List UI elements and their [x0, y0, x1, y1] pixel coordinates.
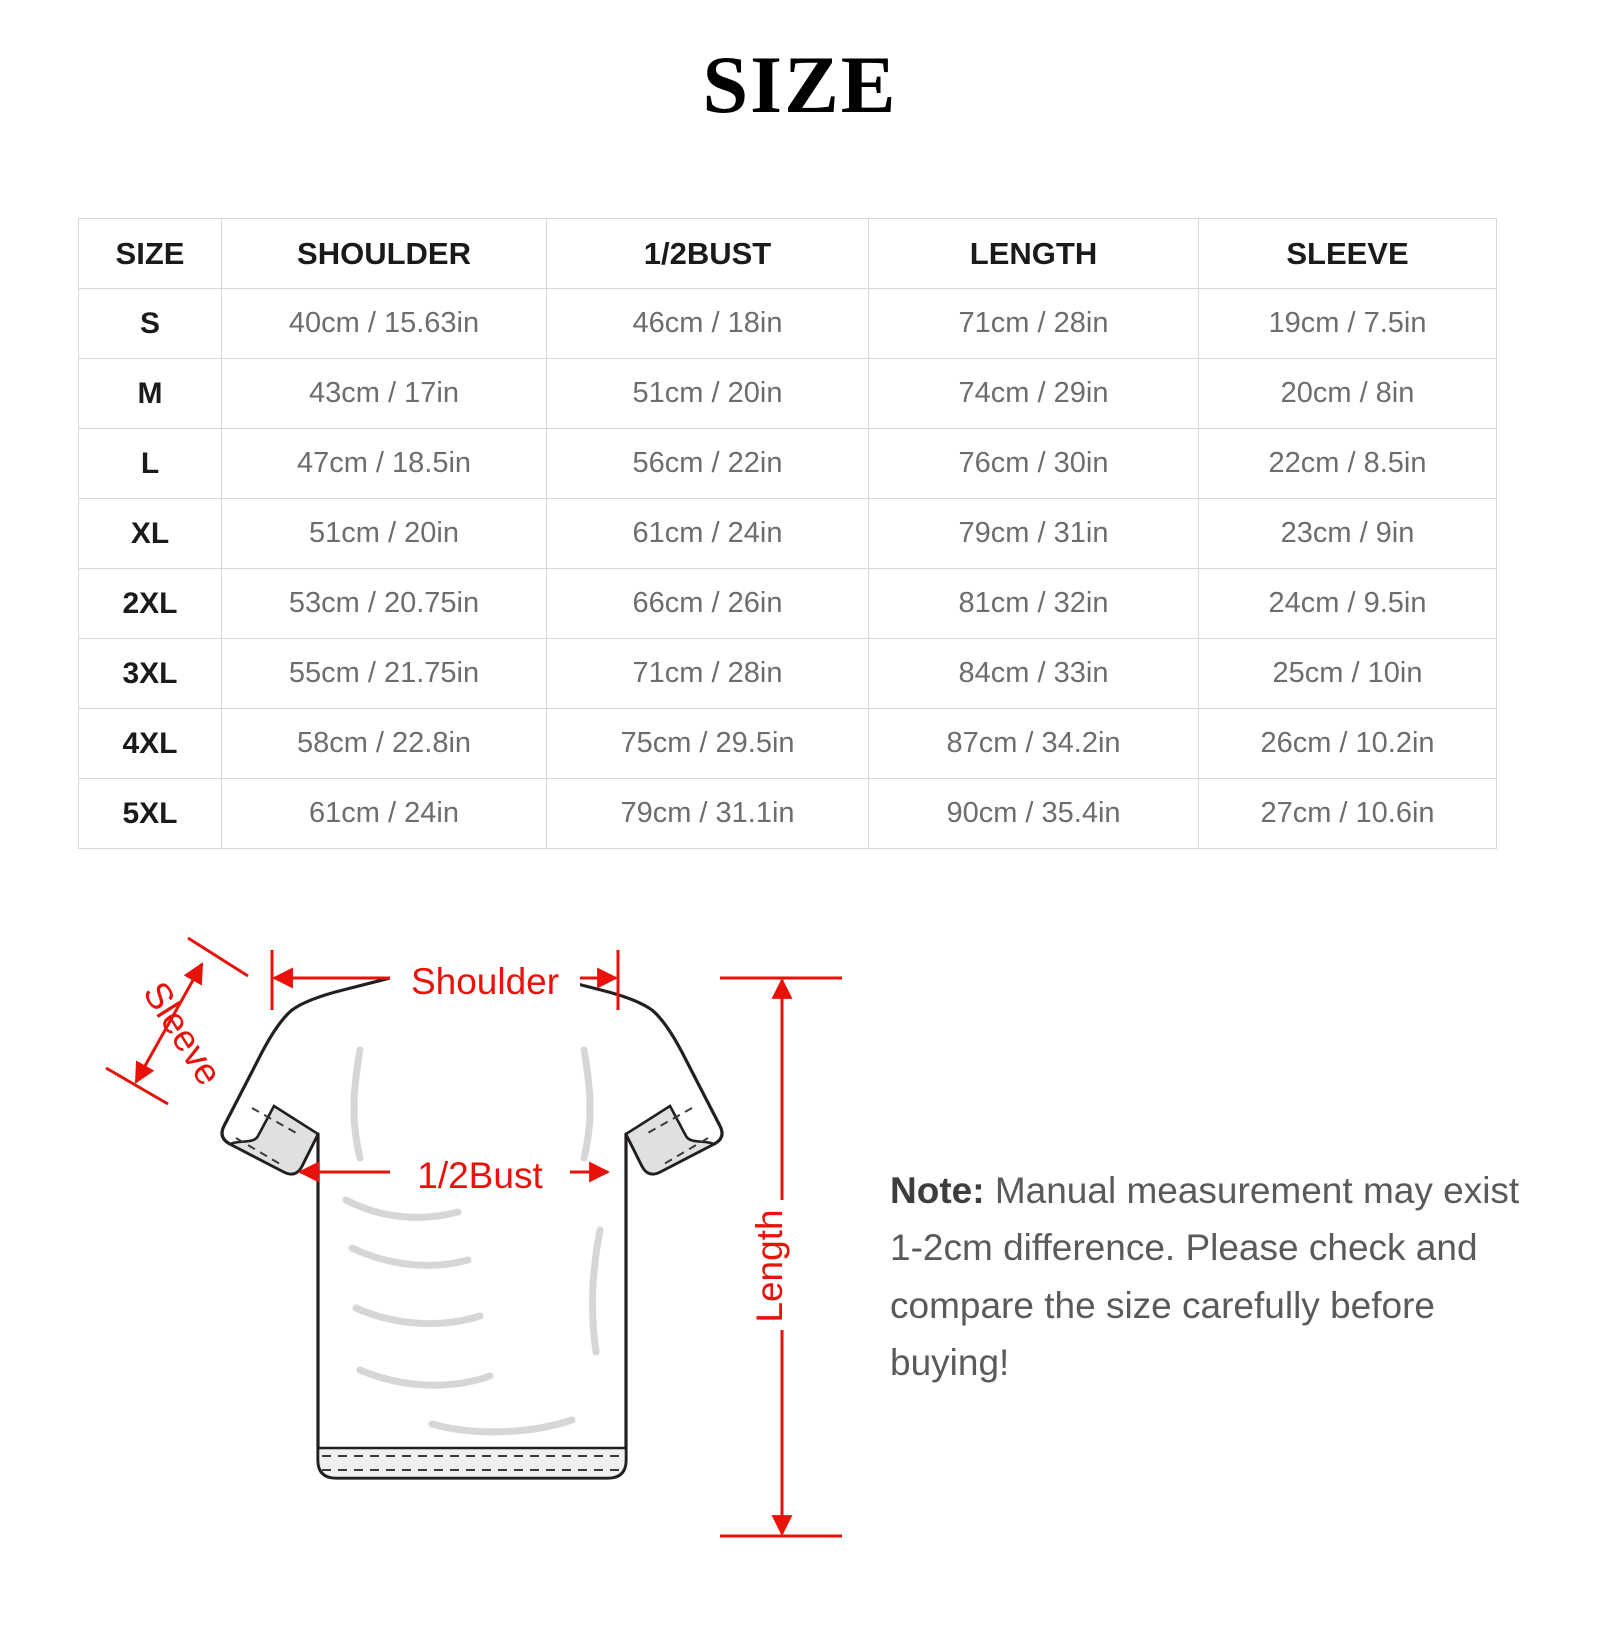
cell-bust: 66cm / 26in: [547, 569, 869, 639]
cell-size: 3XL: [79, 639, 222, 709]
cell-sleeve: 25cm / 10in: [1199, 639, 1497, 709]
cell-size: 5XL: [79, 779, 222, 849]
sleeve-label: Sleeve: [135, 974, 230, 1093]
cell-shoulder: 58cm / 22.8in: [222, 709, 547, 779]
measurement-note: [890, 1162, 1530, 1391]
cell-size: M: [79, 359, 222, 429]
column-header-sleeve: SLEEVE: [1199, 219, 1497, 289]
table-row: [79, 499, 1497, 569]
table-row: [79, 779, 1497, 849]
cell-length: 74cm / 29in: [869, 359, 1199, 429]
cell-length: 81cm / 32in: [869, 569, 1199, 639]
note-label: Note:: [890, 1170, 985, 1211]
size-chart-table-container: [78, 218, 1496, 849]
cell-sleeve: 19cm / 7.5in: [1199, 289, 1497, 359]
cell-bust: 51cm / 20in: [547, 359, 869, 429]
cell-size: L: [79, 429, 222, 499]
cell-bust: 75cm / 29.5in: [547, 709, 869, 779]
cell-length: 90cm / 35.4in: [869, 779, 1199, 849]
size-chart-table: [78, 218, 1497, 849]
cell-length: 79cm / 31in: [869, 499, 1199, 569]
cell-sleeve: 26cm / 10.2in: [1199, 709, 1497, 779]
cell-shoulder: 61cm / 24in: [222, 779, 547, 849]
cell-length: 71cm / 28in: [869, 289, 1199, 359]
column-header-bust: 1/2BUST: [547, 219, 869, 289]
cell-shoulder: 40cm / 15.63in: [222, 289, 547, 359]
table-header-row: [79, 219, 1497, 289]
tshirt-illustration: [222, 957, 722, 1478]
cell-bust: 46cm / 18in: [547, 289, 869, 359]
cell-bust: 71cm / 28in: [547, 639, 869, 709]
table-row: [79, 709, 1497, 779]
cell-sleeve: 23cm / 9in: [1199, 499, 1497, 569]
table-row: [79, 569, 1497, 639]
bust-label: 1/2Bust: [417, 1155, 543, 1196]
table-row: [79, 639, 1497, 709]
cell-shoulder: 51cm / 20in: [222, 499, 547, 569]
cell-length: 76cm / 30in: [869, 429, 1199, 499]
cell-bust: 79cm / 31.1in: [547, 779, 869, 849]
cell-size: S: [79, 289, 222, 359]
cell-shoulder: 43cm / 17in: [222, 359, 547, 429]
note-text: Manual measurement may exist 1-2cm difference. Please check and compare the size carefully before buying!: [890, 1170, 1520, 1384]
cell-sleeve: 24cm / 9.5in: [1199, 569, 1497, 639]
cell-length: 87cm / 34.2in: [869, 709, 1199, 779]
cell-length: 84cm / 33in: [869, 639, 1199, 709]
cell-bust: 56cm / 22in: [547, 429, 869, 499]
column-header-shoulder: SHOULDER: [222, 219, 547, 289]
column-header-length: LENGTH: [869, 219, 1199, 289]
cell-shoulder: 55cm / 21.75in: [222, 639, 547, 709]
cell-sleeve: 20cm / 8in: [1199, 359, 1497, 429]
length-label: Length: [749, 1209, 790, 1323]
cell-size: 2XL: [79, 569, 222, 639]
cell-bust: 61cm / 24in: [547, 499, 869, 569]
cell-shoulder: 53cm / 20.75in: [222, 569, 547, 639]
cell-shoulder: 47cm / 18.5in: [222, 429, 547, 499]
table-row: [79, 359, 1497, 429]
cell-size: 4XL: [79, 709, 222, 779]
cell-sleeve: 22cm / 8.5in: [1199, 429, 1497, 499]
column-header-size: SIZE: [79, 219, 222, 289]
shoulder-label: Shoulder: [410, 961, 560, 1002]
cell-size: XL: [79, 499, 222, 569]
tshirt-measurement-diagram: [60, 900, 860, 1600]
cell-sleeve: 27cm / 10.6in: [1199, 779, 1497, 849]
table-row: [79, 429, 1497, 499]
table-row: [79, 289, 1497, 359]
page-title: SIZE: [702, 39, 898, 130]
